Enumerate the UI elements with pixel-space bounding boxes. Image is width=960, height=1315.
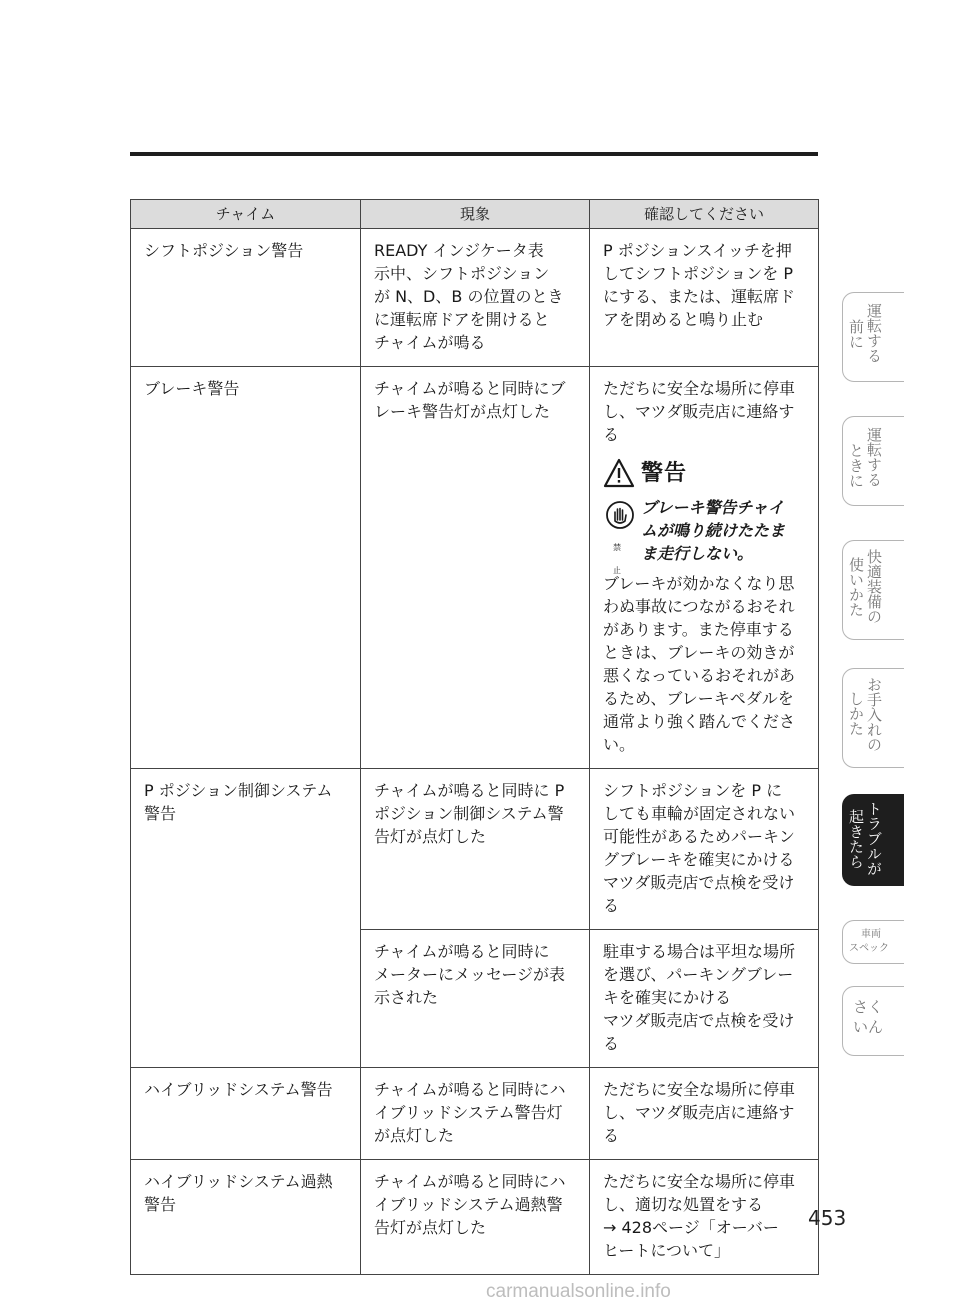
warning-title: 警告 [641, 460, 688, 486]
header-rule [130, 152, 818, 156]
tab-before-driving[interactable] [842, 292, 904, 382]
tab-while-driving[interactable] [842, 416, 904, 506]
tab-label-line1: 車両 [861, 929, 881, 940]
table-row [131, 229, 819, 367]
tab-label-line2: 使いかた [847, 557, 865, 617]
chime-cell: ハイブリッドシステム過熱 警告 [131, 1160, 361, 1275]
check-cell: ただちに安全な場所に停車 し、マツダ販売店に連絡す る [590, 1068, 819, 1160]
prohibition-block [603, 496, 810, 575]
chime-cell: ハイブリッドシステム警告 [131, 1068, 361, 1160]
tab-index[interactable] [842, 986, 904, 1056]
prohibited-hand-icon [605, 500, 635, 530]
phenomenon-cell: チャイムが鳴ると同時に メーターにメッセージが表 示された [361, 930, 590, 1068]
prohibition-symbol [603, 500, 637, 582]
tab-label-line2: 前に [847, 319, 865, 349]
tab-comfort-equipment[interactable] [842, 540, 904, 640]
table-row [131, 367, 819, 769]
header-phenomenon: 現象 [361, 200, 590, 229]
phenomenon-cell: チャイムが鳴ると同時にハ イブリッドシステム警告灯 が点灯した [361, 1068, 590, 1160]
phenomenon-cell: チャイムが鳴ると同時にハ イブリッドシステム過熱警 告灯が点灯した [361, 1160, 590, 1275]
phenomenon-cell: チャイムが鳴ると同時に P ポジション制御システム警 告灯が点灯した [361, 769, 590, 930]
tab-label-line2: 起きたら [847, 809, 865, 869]
prohibition-text: ブレーキ警告チャイ ムが鳴り続けたたま ま走行しない。 [641, 498, 786, 563]
tab-maintenance[interactable] [842, 668, 904, 768]
tab-trouble[interactable] [842, 794, 904, 886]
table-row [131, 1068, 819, 1160]
chime-cell: ブレーキ警告 [131, 367, 361, 769]
check-cell [590, 367, 819, 769]
check-text: ただちに安全な場所に停車 し、マツダ販売店に連絡す る [603, 379, 796, 444]
tab-label-line2: スペック [849, 943, 889, 954]
chime-cell: シフトポジション警告 [131, 229, 361, 367]
check-cell: P ポジションスイッチを押 してシフトポジションを P にする、または、運転席ド アを閉めると鳴り止む [590, 229, 819, 367]
check-cell: 駐車する場合は平坦な場所 を選び、パーキングブレー キを確実にかける マツダ販売店で点検を受け る [590, 930, 819, 1068]
phenomenon-cell: チャイムが鳴ると同時にブ レーキ警告灯が点灯した [361, 367, 590, 769]
tab-label-line1: 快適装備の [865, 549, 883, 624]
header-check: 確認してください [590, 200, 819, 229]
tab-label-line1: お手入れの [865, 677, 883, 752]
tab-label-line2: いん [853, 1018, 884, 1036]
table-row [131, 769, 819, 930]
prohibition-label: 禁 止 [613, 543, 627, 575]
tab-label-line1: さく [853, 998, 884, 1016]
header-chime: チャイム [131, 200, 361, 229]
tab-vehicle-specs[interactable] [842, 920, 904, 964]
warning-body: ブレーキが効かなくなり思 わぬ事故につながるおそれ があります。また停車する ときは、ブレーキの効きが 悪くなっているおそれがあ るため、ブレーキペダルを 通常より強く踏んでくださ い。 [603, 574, 796, 754]
check-cell: シフトポジションを P に しても車輪が固定されない 可能性があるためパーキン グブレーキを確実にかける マツダ販売店で点検を受け る [590, 769, 819, 930]
warning-triangle-icon [603, 458, 635, 488]
table-row [131, 1160, 819, 1275]
chime-table [130, 199, 819, 1275]
table-header-row [131, 200, 819, 229]
watermark: carmanualsonline.info [486, 1281, 671, 1302]
tab-label-line1: トラブルが [865, 801, 883, 876]
warning-header [603, 458, 810, 488]
tab-label-line1: 運転する [865, 427, 883, 487]
tab-label-line1: 運転する [865, 303, 883, 363]
phenomenon-cell: READY インジケータ表 示中、シフトポジション が N、D、B の位置のとき に運転席ドアを開けると チャイムが鳴る [361, 229, 590, 367]
page-number: 453 [808, 1206, 847, 1230]
check-cell: ただちに安全な場所に停車 し、適切な処置をする → 428ページ「オーバー ヒートについて」 [590, 1160, 819, 1275]
chime-cell: P ポジション制御システム 警告 [131, 769, 361, 1068]
tab-label-line2: しかた [847, 691, 865, 736]
tab-label-line2: ときに [847, 443, 865, 488]
